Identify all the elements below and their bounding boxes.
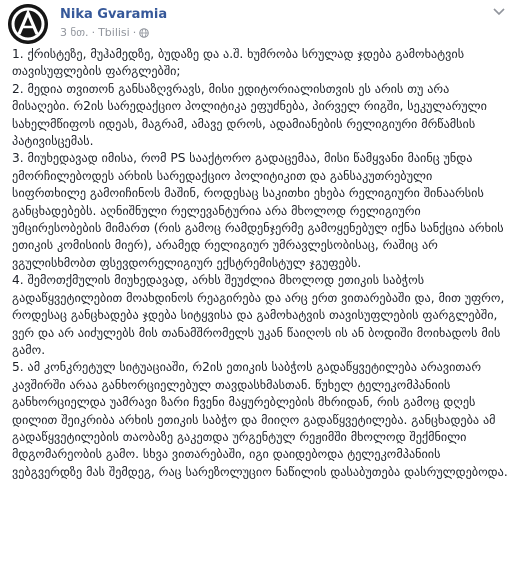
meta-separator-2: ·: [132, 26, 137, 39]
post-header: [8, 4, 508, 44]
post-paragraph-5: 5. ამ კონკრეტულ სიტუაციაში, რ2ის ეთიკის საბჭოს გადაწყვეტილება არავითარ კავშირში არაა განხორციელებულ თავდასხმასთან. წუხელ ტელეკომპანიის განხორციელდა უამრავი ზარი ჩვენი მაყურებლების მხრიდან, რის გამოც დღეს დილით შეიკრიბა არხის ეთიკის საბჭო და მიიღო გადაწყვეტილება. განცხადება ამ გადაწყვეტილების თაობაზე გაკეთდა ურგენტულ რეჟიმში მხოლოდ შექმნილი მდგომარეობის გამო. სხვა ვითარებაში, იგი დაიდებოდა ტელეკომპანიის ვებგვერდზე მას შემდეგ, რაც სარეზოლუციო ნაწილის დასაბუთება დასრულდებოდა.: [12, 360, 508, 479]
post-time[interactable]: 3 ნთ.: [60, 26, 89, 39]
post-paragraph-2: 2. მედია თვითონ განსაზღვრავს, მისი ედიტორიალისთვის ეს არის თუ არა მისაღები. რ2ის სარედაქციო პოლიტიკა ეფუძნება, პირველ რიგში, სეკულარული სახელმწიფოს იდეას, მაგრამ, ამავე დროს, ადამიანების რელიგიური მრწამსის პატივისცემას.: [12, 81, 487, 149]
organization-logo-icon: [8, 4, 48, 44]
post-location[interactable]: Tbilisi: [98, 26, 130, 39]
post-paragraph-1: 1. ქრისტეზე, მუჰამედზე, ბუდაზე და ა.შ. ხუმრობა სრულად ჯდება გამოხატვის თავისუფლების ფარგლებში;: [12, 47, 465, 79]
post-text: [12, 46, 508, 481]
author-avatar[interactable]: [8, 4, 48, 44]
post-paragraph-4: 4. შემოთქმულის მიუხედავად, არხს შეუძლია მხოლოდ ეთიკის საბჭოს გადაწყვეტილებით მოახდინოს რეაგირება და არც ერთ ვითარებაში და, მით უფრო, როდესაც განცხადება ჯდება სიტყვისა და გამოხატვის თავისუფლების ფარგლებში, ვერ და არ აიძულებს მის თანამშრომელს უკან წაიღოს ის ან ბოდიში მოიხადოს მის გამო.: [12, 273, 505, 357]
globe-icon[interactable]: [139, 28, 149, 38]
author-name[interactable]: Nika Gvaramia: [60, 7, 168, 22]
post-paragraph-3: 3. მიუხედავად იმისა, რომ PS სააქტორო გადაცემაა, მისი წამყვანი მაინც უნდა ემორჩილებოდეს არხის სარედაქციო პოლიტიკით და განსაკუთრებული სიფრთხილე გამოიჩინოს მაშინ, როდესაც საკითხი ეხება რელიგიური შინაარსის განცხადებებს. აღნიშნული რელევანტურია არა მხოლოდ რელიგიური უმცირესობების მიმართ (რის გამოც რამდენჯერმე გამოყენებულ იქნა სანქცია არხის ეთიკის კომისიის მიერ), არამედ რელიგიურ უმრავლესობისაც, რაშიც არ ვგულისხმობთ ფსევდორელიგიურ ექსტრემისტულ ჯგუფებს.: [12, 151, 504, 270]
post-meta: [60, 26, 149, 39]
more-options-icon[interactable]: [492, 6, 506, 16]
meta-separator: ·: [91, 26, 96, 39]
